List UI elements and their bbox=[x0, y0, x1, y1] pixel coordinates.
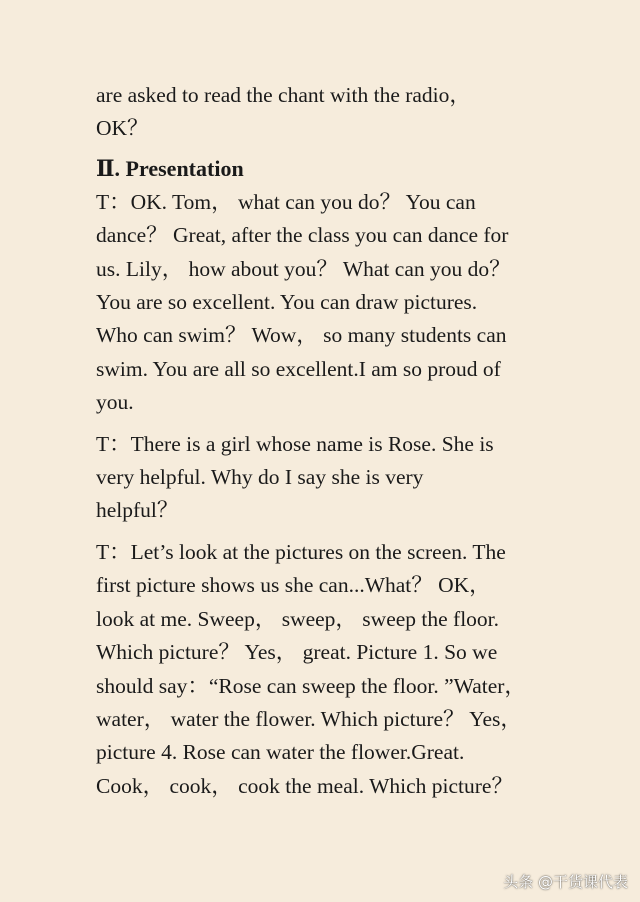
text-line: T：There is a girl whose name is Rose. She is bbox=[96, 431, 494, 456]
text-line: picture 4. Rose can water the flower.Great. bbox=[96, 740, 465, 765]
text-line: first picture shows us she can...What？ OK， bbox=[96, 573, 491, 598]
text-line: look at me. Sweep， sweep， sweep the floor. bbox=[96, 606, 500, 631]
paragraph-2 bbox=[96, 428, 566, 528]
text-line: water， water the flower. Which picture？ Yes， bbox=[96, 706, 522, 731]
text-line: dance？ Great, after the class you can dance for bbox=[96, 223, 509, 248]
text-line: T：OK. Tom， what can you do？ You can bbox=[96, 189, 476, 214]
text-line: us. Lily， how about you？ What can you do？ bbox=[96, 256, 511, 281]
spacer bbox=[96, 528, 566, 536]
text-line: very helpful. Why do I say she is very bbox=[96, 465, 424, 490]
text-line: Who can swim？ Wow， so many students can bbox=[96, 323, 507, 348]
text-line: swim. You are all so excellent.I am so proud of bbox=[96, 356, 501, 381]
text-line: OK？ bbox=[96, 116, 149, 141]
intro-paragraph bbox=[96, 79, 566, 146]
spacer bbox=[96, 420, 566, 428]
text-line: should say：“Rose can sweep the floor. ”Water， bbox=[96, 673, 526, 698]
text-line: You are so excellent. You can draw pictures. bbox=[96, 290, 478, 315]
text-line: Cook， cook， cook the meal. Which picture？ bbox=[96, 773, 513, 798]
paragraph-3 bbox=[96, 536, 566, 803]
text-line: are asked to read the chant with the radio， bbox=[96, 83, 471, 107]
text-line: Which picture？ Yes， great. Picture 1. So we bbox=[96, 640, 498, 665]
text-line: you. bbox=[96, 390, 134, 415]
paragraph-1 bbox=[96, 186, 566, 420]
text-line: T：Let’s look at the pictures on the screen. The bbox=[96, 539, 506, 564]
watermark: 头条 @干货课代表 bbox=[503, 873, 628, 891]
document-body bbox=[96, 79, 566, 803]
text-line: helpful？ bbox=[96, 498, 179, 523]
section-heading: Ⅱ. Presentation bbox=[96, 155, 244, 181]
